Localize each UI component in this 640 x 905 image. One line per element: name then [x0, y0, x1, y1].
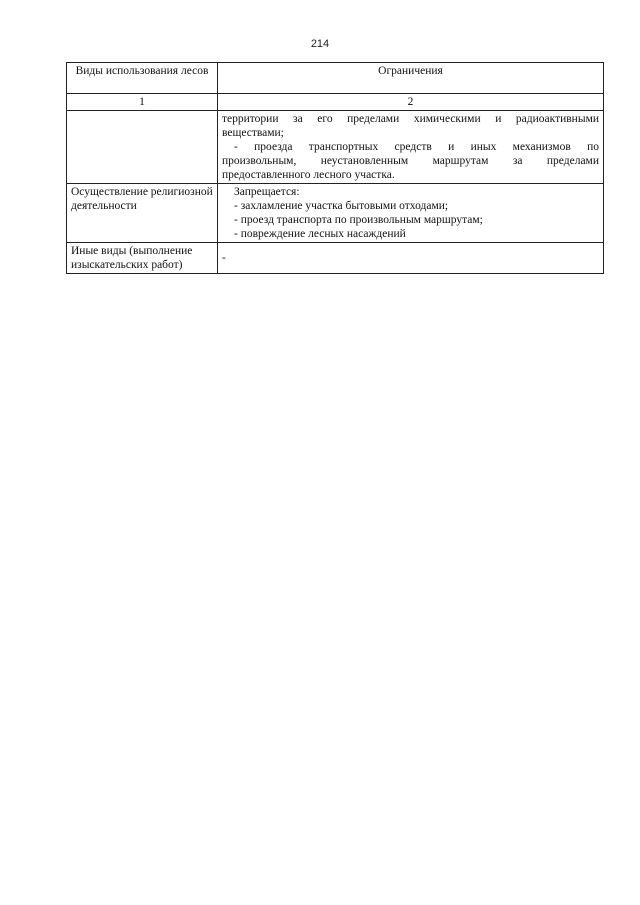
table-row	[67, 184, 604, 243]
column-number-1: 1	[67, 94, 218, 111]
column-number-row	[67, 94, 604, 111]
restriction-item: - захламление участка бытовыми отходами;	[234, 200, 449, 212]
restriction-item: - проезд транспорта по произвольным маршрутам;	[234, 214, 483, 226]
row-1-type	[67, 111, 218, 184]
table-header-row	[67, 63, 604, 94]
row-3-restrictions: -	[218, 243, 604, 274]
row-3-type: Иные виды (выполнение изыскательских работ)	[67, 243, 218, 274]
row-1-restrictions	[218, 111, 604, 184]
forest-use-restrictions-table	[66, 62, 604, 274]
header-restrictions: Ограничения	[218, 63, 604, 94]
restriction-line: веществами;	[222, 127, 284, 139]
row-2-type: Осуществление религиозной деятельности	[67, 184, 218, 243]
restriction-line: предоставленного лесного участка.	[222, 169, 395, 181]
restriction-line: территории за его пределами химическими и радиоактивными	[222, 113, 599, 125]
restriction-title: Запрещается:	[234, 186, 300, 198]
restriction-line: - проезда транспортных средств и иных механизмов по	[234, 141, 599, 153]
column-number-2: 2	[218, 94, 604, 111]
header-forest-use-types: Виды использования лесов	[67, 63, 218, 94]
restriction-line: произвольным, неустановленным маршрутам за пределами	[222, 155, 599, 167]
table-row	[67, 111, 604, 184]
row-2-restrictions	[218, 184, 604, 243]
restriction-item: - повреждение лесных насаждений	[234, 228, 406, 240]
page-number: 214	[310, 38, 330, 50]
table-row	[67, 243, 604, 274]
